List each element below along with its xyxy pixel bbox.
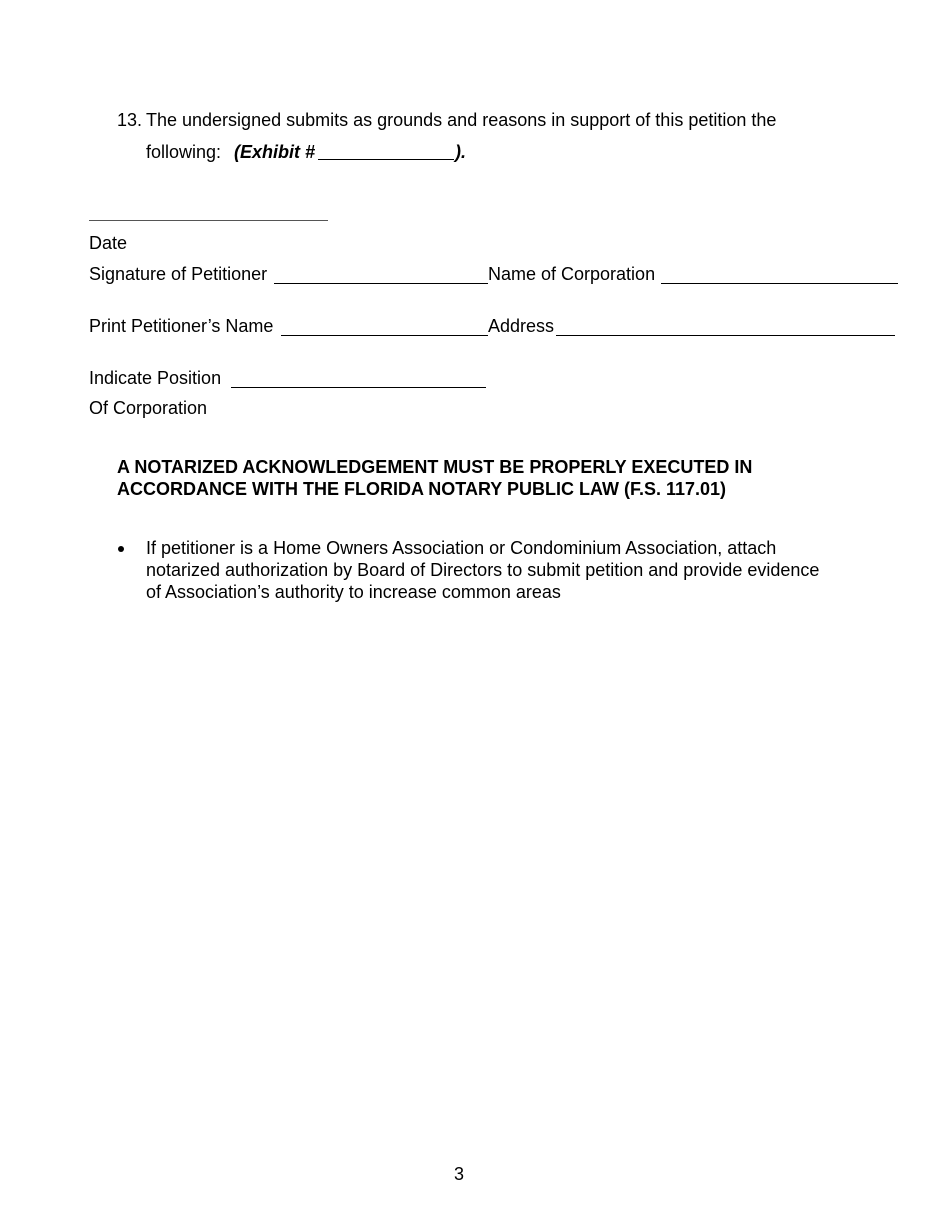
bullet-text-line3: of Association’s authority to increase common areas xyxy=(146,582,561,602)
bullet-text-line1: If petitioner is a Home Owners Association or Condominium Association, attach xyxy=(146,538,777,558)
exhibit-label: (Exhibit # xyxy=(234,142,316,162)
name-of-corporation-label: Name of Corporation xyxy=(488,264,656,284)
item-13-text-line1: The undersigned submits as grounds and reasons in support of this petition the xyxy=(146,110,777,130)
notary-notice-line2: ACCORDANCE WITH THE FLORIDA NOTARY PUBLIC LAW (F.S. 117.01) xyxy=(117,479,727,499)
page-number: 3 xyxy=(454,1164,465,1184)
signature-of-petitioner-label: Signature of Petitioner xyxy=(89,264,268,284)
of-corporation-label: Of Corporation xyxy=(89,398,208,418)
exhibit-number-field[interactable] xyxy=(318,141,454,160)
item-13-number: 13. xyxy=(117,110,143,130)
date-field[interactable] xyxy=(89,202,328,221)
date-label: Date xyxy=(89,233,128,253)
exhibit-close: ). xyxy=(455,142,466,162)
print-petitioner-name-field[interactable] xyxy=(281,316,488,336)
item-13-text-line2: following: xyxy=(146,142,222,162)
address-label: Address xyxy=(488,316,555,336)
indicate-position-label: Indicate Position xyxy=(89,368,222,388)
name-of-corporation-field[interactable] xyxy=(661,264,898,284)
print-petitioner-name-label: Print Petitioner’s Name xyxy=(89,316,274,336)
bullet-icon xyxy=(118,546,124,552)
bullet-text-line2: notarized authorization by Board of Directors to submit petition and provide evidence xyxy=(146,560,820,580)
indicate-position-field[interactable] xyxy=(231,368,486,388)
signature-of-petitioner-field[interactable] xyxy=(274,264,488,284)
notary-notice-line1: A NOTARIZED ACKNOWLEDGEMENT MUST BE PROPERLY EXECUTED IN xyxy=(117,457,753,477)
address-field[interactable] xyxy=(556,316,895,336)
